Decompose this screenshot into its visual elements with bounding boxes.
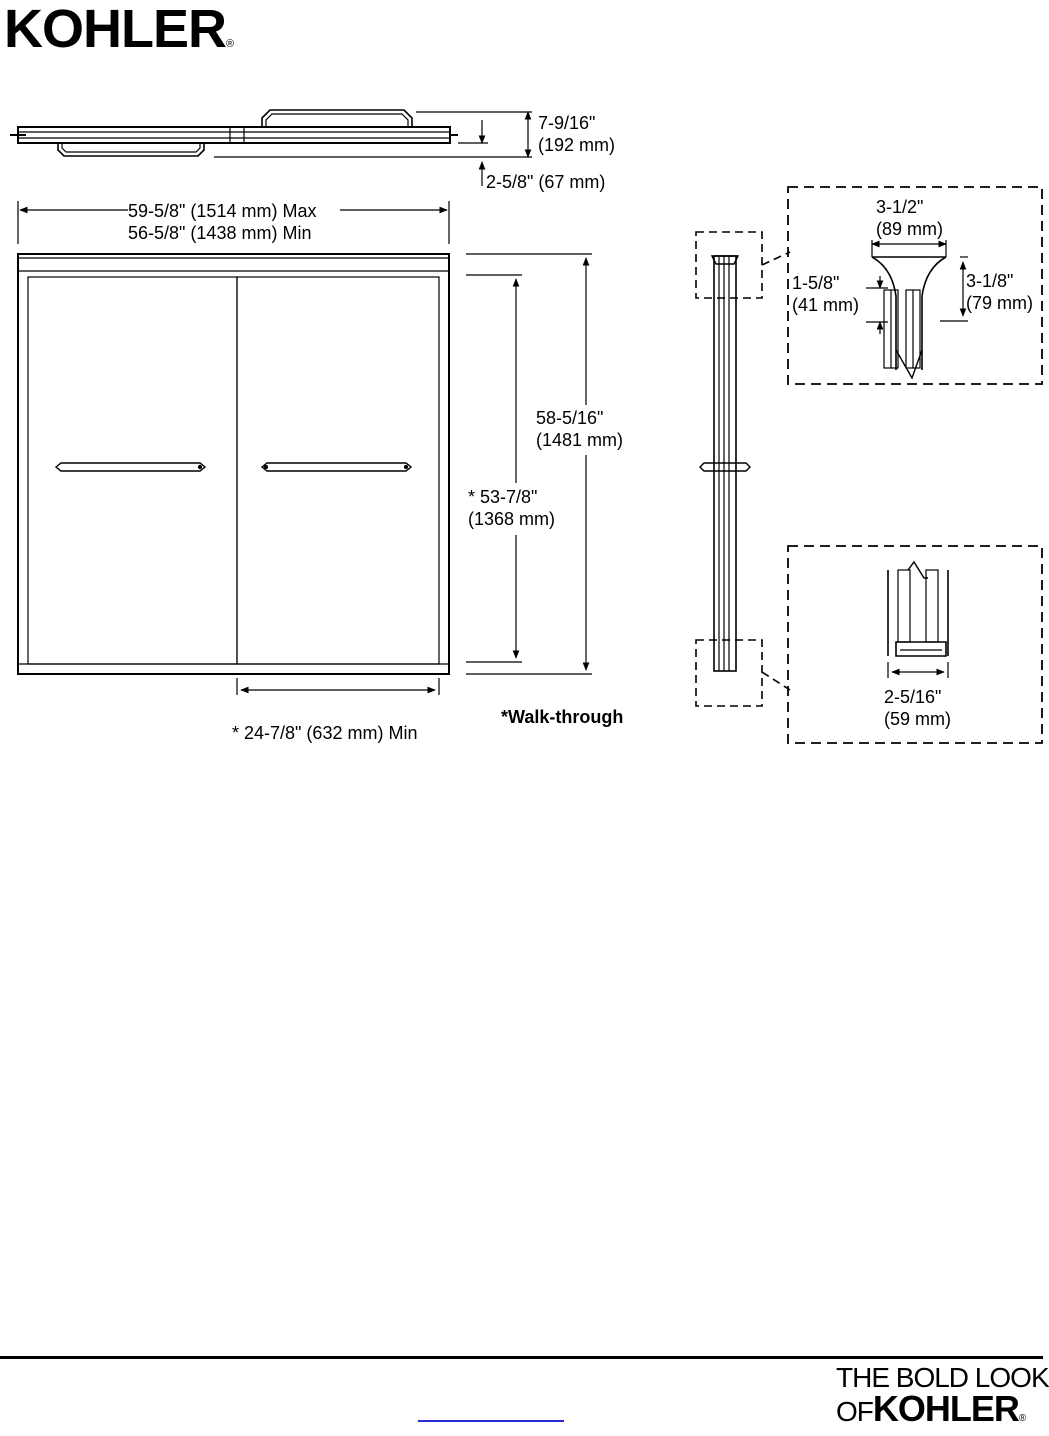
walk-width-label: * 24-7/8" (632 mm) Min [232, 723, 418, 743]
footer-link-underline[interactable] [418, 1420, 564, 1422]
detail-bottom-width-in: 2-5/16" [884, 687, 942, 707]
walk-height-in-label: * 53-7/8" [468, 487, 538, 507]
detail-top-right-mm: (79 mm) [966, 293, 1033, 313]
tagline-brand: KOHLER [872, 1388, 1019, 1429]
height-dimensions [237, 254, 592, 695]
depth-offset-label: 2-5/8" (67 mm) [486, 172, 606, 192]
detail-top-width-in: 3-1/2" [876, 197, 924, 217]
width-max-label: 59-5/8" (1514 mm) Max [128, 201, 317, 221]
walk-height-mm-label: (1368 mm) [468, 509, 556, 529]
depth-total-in-label: 7-9/16" [538, 113, 596, 133]
detail-bottom-width-mm: (59 mm) [884, 709, 951, 729]
tagline-registered-mark: ® [1018, 1413, 1026, 1424]
detail-top-width-mm: (89 mm) [876, 219, 943, 239]
detail-top-right-in: 3-1/8" [966, 271, 1014, 291]
logo-registered-mark: ® [226, 38, 234, 50]
height-mm-label: (1481 mm) [536, 430, 624, 450]
footer-rule [0, 1356, 1043, 1359]
side-section [696, 232, 790, 706]
logo-text: KOHLER [4, 0, 226, 59]
tagline-of: OF [836, 1396, 873, 1427]
detail-top-left-mm: (41 mm) [792, 295, 859, 315]
width-min-label: 56-5/8" (1438 mm) Min [128, 223, 312, 243]
front-elevation [18, 254, 449, 674]
plan-view [10, 110, 532, 186]
walkthrough-note: *Walk-through [501, 707, 624, 727]
tagline-line1: THE BOLD LOOK [836, 1362, 1049, 1393]
tagline-line2 [836, 1388, 1026, 1436]
depth-total-mm-label: (192 mm) [538, 135, 616, 155]
detail-top-left-in: 1-5/8" [792, 273, 840, 293]
height-in-label: 58-5/16" [536, 408, 604, 428]
